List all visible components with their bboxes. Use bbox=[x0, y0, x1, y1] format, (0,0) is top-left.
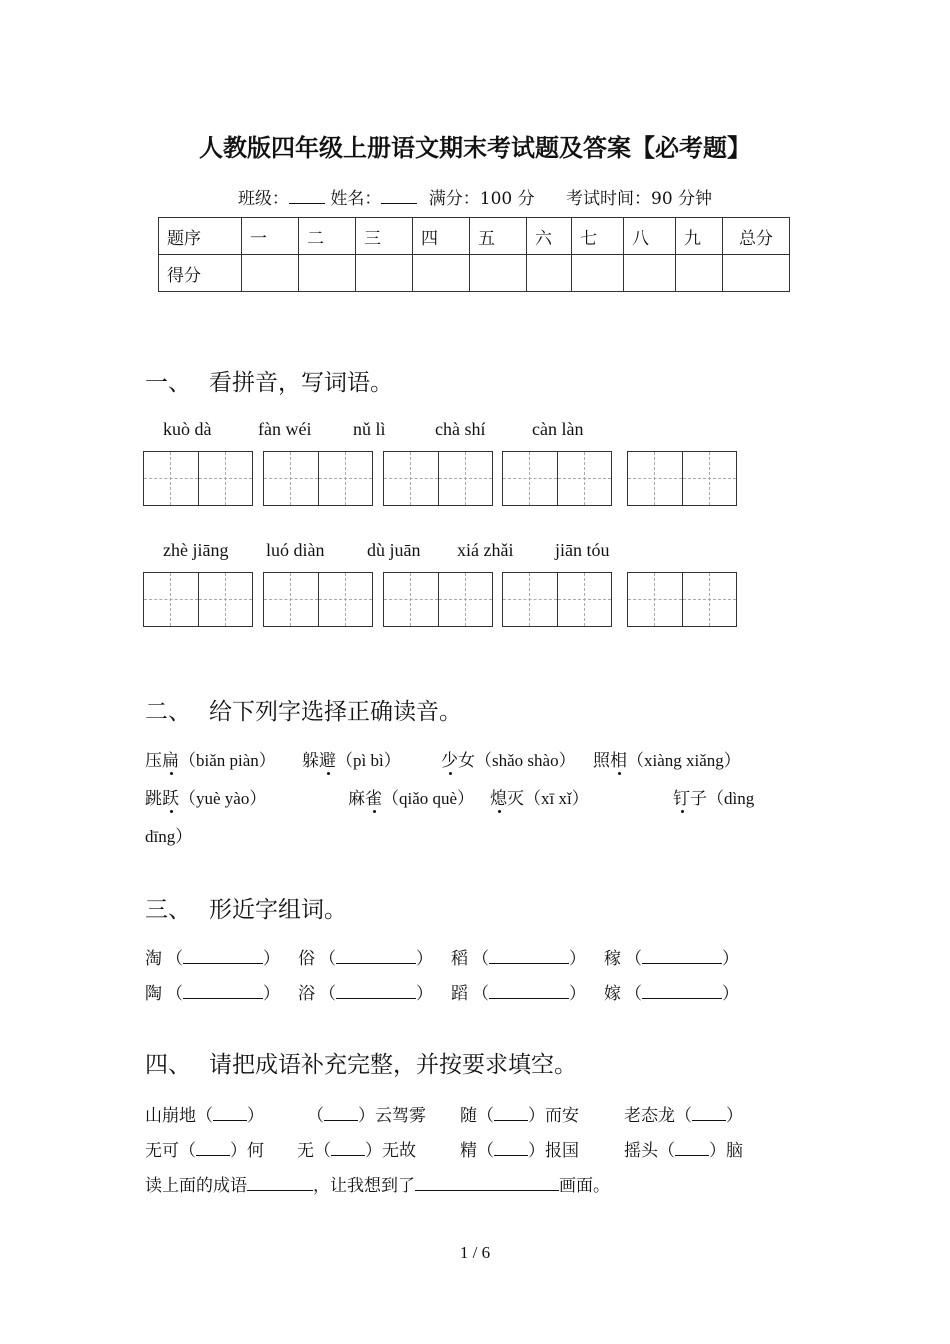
section2-title: 给下列字选择正确读音。 bbox=[209, 699, 462, 725]
idiom-item: 精（ ）报国 bbox=[460, 1141, 579, 1161]
section2-heading bbox=[145, 693, 462, 726]
idiom-blank[interactable] bbox=[213, 1106, 247, 1121]
score-cell[interactable] bbox=[470, 255, 527, 292]
idiom-item: 无（ ）无故 bbox=[297, 1141, 416, 1161]
pinyin-label: fàn wéi bbox=[258, 419, 312, 439]
similar-char-item: 稼 （ ） bbox=[604, 949, 739, 969]
answer-blank[interactable] bbox=[183, 984, 263, 999]
score-table bbox=[158, 217, 790, 292]
header-cell: 八 bbox=[624, 218, 676, 255]
similar-char-item: 淘 （ ） bbox=[145, 949, 280, 969]
name-blank[interactable] bbox=[381, 189, 417, 204]
name-label: 姓名： bbox=[330, 189, 382, 209]
header-cell: 题序 bbox=[159, 218, 242, 255]
class-label: 班级： bbox=[237, 189, 289, 209]
pinyin-label: luó diàn bbox=[266, 540, 325, 560]
answer-blank[interactable] bbox=[642, 984, 722, 999]
section4-number: 四、 bbox=[145, 1052, 191, 1078]
pinyin-label: nǔ lì bbox=[353, 419, 386, 439]
page-title: 人教版四年级上册语文期末考试题及答案【必考题】 bbox=[199, 133, 751, 162]
writing-grid[interactable] bbox=[627, 572, 737, 627]
pinyin-label: chà shí bbox=[435, 419, 486, 439]
section2-number: 二、 bbox=[145, 699, 191, 725]
score-cell[interactable] bbox=[624, 255, 676, 292]
idiom-blank[interactable] bbox=[324, 1106, 358, 1121]
idiom-blank[interactable] bbox=[331, 1141, 365, 1156]
writing-grid[interactable] bbox=[143, 572, 253, 627]
score-table-header-row bbox=[159, 218, 790, 255]
score-cell[interactable] bbox=[527, 255, 572, 292]
idiom-blank[interactable] bbox=[494, 1106, 528, 1121]
writing-grid[interactable] bbox=[502, 451, 612, 506]
answer-blank[interactable] bbox=[336, 949, 416, 964]
similar-char-item: 蹈 （ ） bbox=[451, 984, 586, 1004]
answer-blank[interactable] bbox=[336, 984, 416, 999]
section1-heading bbox=[145, 364, 393, 397]
header-cell: 五 bbox=[470, 218, 527, 255]
similar-char-item: 嫁 （ ） bbox=[604, 984, 739, 1004]
score-table-score-row bbox=[159, 255, 790, 292]
answer-blank[interactable] bbox=[642, 949, 722, 964]
pinyin-label: kuò dà bbox=[163, 419, 212, 439]
reading-item: 麻雀（qiǎo què） bbox=[348, 784, 474, 809]
score-cell[interactable] bbox=[572, 255, 624, 292]
answer-blank[interactable] bbox=[489, 949, 569, 964]
idiom-blank[interactable] bbox=[494, 1141, 528, 1156]
answer-blank[interactable] bbox=[183, 949, 263, 964]
answer-blank[interactable] bbox=[489, 984, 569, 999]
exam-time: 考试时间：90 分钟 bbox=[566, 189, 713, 209]
full-score: 满分：100 分 bbox=[428, 189, 535, 209]
idiom-item: 随（ ）而安 bbox=[460, 1106, 579, 1126]
page-number: 1 / 6 bbox=[459, 1243, 491, 1262]
reading-item: 压扁（biǎn piàn） bbox=[145, 746, 276, 771]
exam-info bbox=[0, 184, 950, 209]
similar-char-item: 陶 （ ） bbox=[145, 984, 280, 1004]
writing-grid[interactable] bbox=[502, 572, 612, 627]
pinyin-label: jiān tóu bbox=[555, 540, 610, 560]
reading-item-continued: dīng） bbox=[145, 827, 193, 846]
writing-grid[interactable] bbox=[263, 572, 373, 627]
score-cell[interactable] bbox=[242, 255, 299, 292]
reading-item: 熄灭（xī xǐ） bbox=[490, 784, 589, 809]
writing-grid[interactable] bbox=[383, 572, 493, 627]
idiom-item: 老态龙（ ） bbox=[624, 1106, 743, 1126]
header-cell: 七 bbox=[572, 218, 624, 255]
pinyin-label: dù juān bbox=[367, 540, 421, 560]
score-cell[interactable] bbox=[723, 255, 790, 292]
class-blank[interactable] bbox=[289, 189, 325, 204]
similar-char-item: 俗 （ ） bbox=[298, 949, 433, 969]
idiom-item: 无可（ ）何 bbox=[145, 1141, 264, 1161]
writing-grid[interactable] bbox=[383, 451, 493, 506]
pinyin-label: zhè jiāng bbox=[163, 540, 229, 560]
writing-grid[interactable] bbox=[143, 451, 253, 506]
score-cell[interactable] bbox=[676, 255, 723, 292]
section1-number: 一、 bbox=[145, 370, 191, 396]
header-cell: 三 bbox=[356, 218, 413, 255]
header-cell: 二 bbox=[299, 218, 356, 255]
header-cell: 九 bbox=[676, 218, 723, 255]
header-cell: 六 bbox=[527, 218, 572, 255]
writing-grid[interactable] bbox=[627, 451, 737, 506]
section1-title: 看拼音，写词语。 bbox=[209, 370, 393, 396]
header-cell: 总分 bbox=[723, 218, 790, 255]
idiom-item: 摇头（ ）脑 bbox=[624, 1141, 743, 1161]
idiom-blank[interactable] bbox=[675, 1141, 709, 1156]
section3-number: 三、 bbox=[145, 897, 191, 923]
reading-item: 少女（shǎo shào） bbox=[441, 746, 576, 771]
score-cell[interactable] bbox=[413, 255, 470, 292]
header-cell: 一 bbox=[242, 218, 299, 255]
section3-heading bbox=[145, 891, 347, 924]
idiom-blank[interactable] bbox=[692, 1106, 726, 1121]
reading-item: 跳跃（yuè yào） bbox=[145, 784, 266, 809]
idiom-blank[interactable] bbox=[196, 1141, 230, 1156]
scene-blank[interactable] bbox=[415, 1176, 559, 1191]
pinyin-label: xiá zhǎi bbox=[457, 540, 514, 560]
section4-title: 请把成语补充完整，并按要求填空。 bbox=[209, 1052, 577, 1078]
score-row-label: 得分 bbox=[159, 255, 242, 292]
score-cell[interactable] bbox=[356, 255, 413, 292]
section3-title: 形近字组词。 bbox=[209, 897, 347, 923]
idiom-item: （ ）云驾雾 bbox=[307, 1106, 426, 1126]
idiom-reflection: 读上面的成语 ，让我想到了 画面。 bbox=[145, 1176, 610, 1196]
writing-grid[interactable] bbox=[263, 451, 373, 506]
section4-heading bbox=[145, 1046, 577, 1079]
header-cell: 四 bbox=[413, 218, 470, 255]
similar-char-item: 浴 （ ） bbox=[298, 984, 433, 1004]
score-cell[interactable] bbox=[299, 255, 356, 292]
reading-item: 照相（xiàng xiǎng） bbox=[593, 746, 741, 771]
reading-item: 钉子（dìng bbox=[673, 784, 754, 809]
idiom-item: 山崩地（ ） bbox=[145, 1106, 264, 1126]
reading-item: 躲避（pì bì） bbox=[302, 746, 401, 771]
pinyin-label: càn làn bbox=[532, 419, 584, 439]
reflection-blank[interactable] bbox=[247, 1176, 313, 1191]
similar-char-item: 稻 （ ） bbox=[451, 949, 586, 969]
